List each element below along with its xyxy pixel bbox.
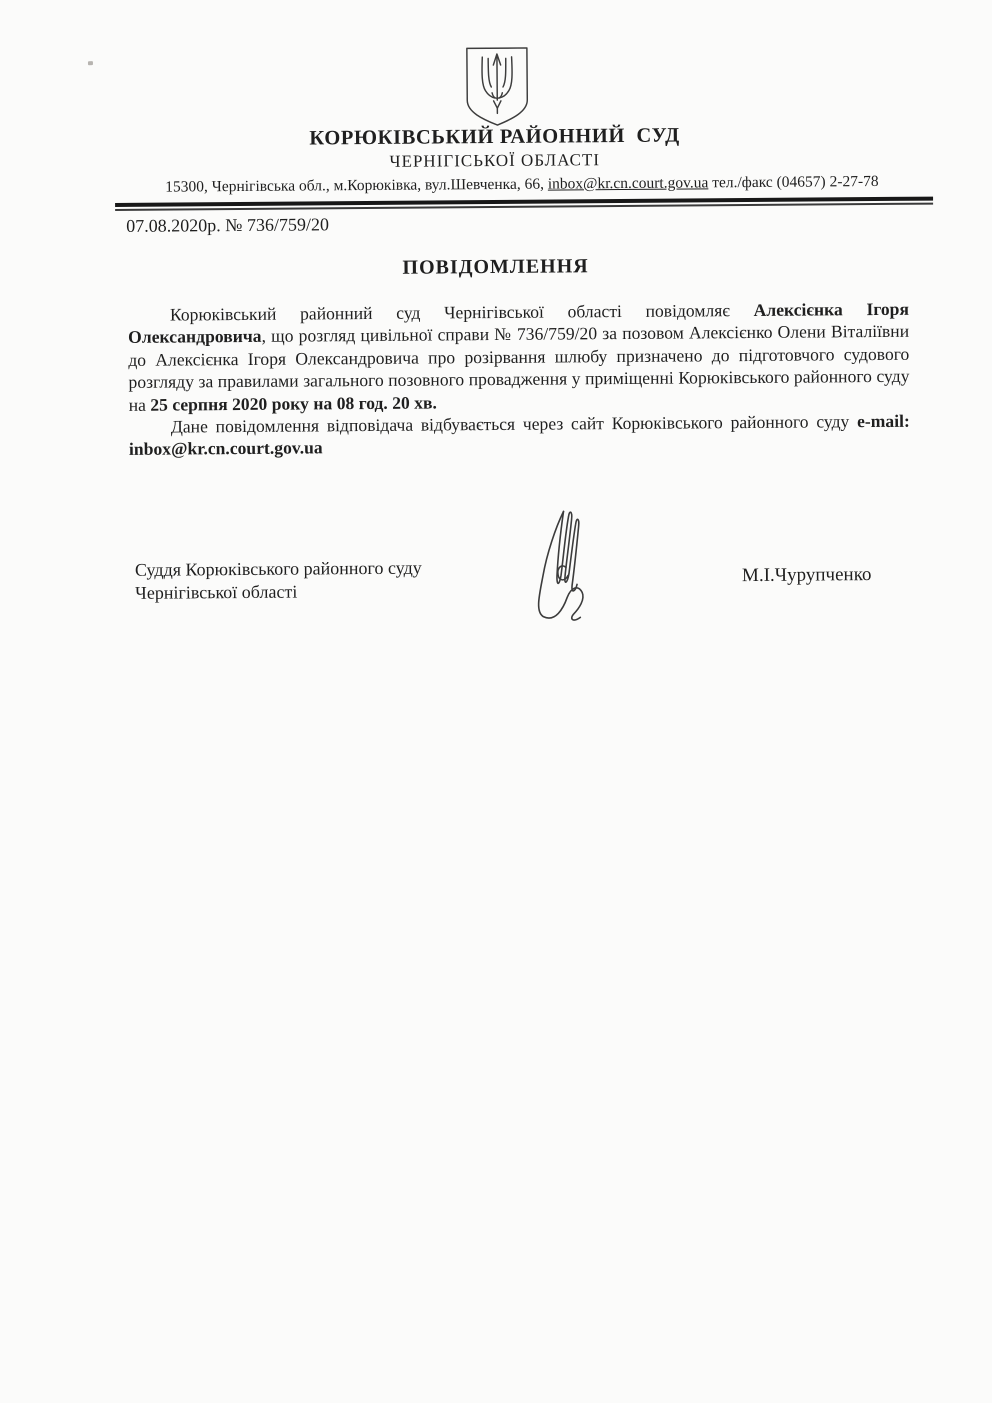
handwritten-signature-icon: [511, 503, 592, 626]
court-region-subheading: ЧЕРНІГІСЬКОЇ ОБЛАСТІ: [389, 150, 601, 171]
judge-role-line-2: Чернігівської області: [135, 581, 298, 603]
defendant-name-bold: Алексієнка Ігоря Олександровича: [128, 298, 910, 348]
court-name-heading: КОРЮКІВСЬКИЙ РАЙОННИЙ СУД: [309, 124, 680, 150]
p1-text-2: , що розгляд цивільної справи № 736/759/20 за позовом Алексієнко Олени Віталіївни до Алексієнка Ігоря Олександровича про розірвання шлюбу призначено до підготовчого судового розгляду за правилами загального позовного провадження у приміщенні Корюківського районного суду на: [128, 321, 910, 415]
notification-paragraph-2: [129, 410, 910, 461]
notification-body: [128, 298, 910, 461]
address-phone-fax: тел./факс (04657) 2-27-78: [708, 172, 879, 192]
court-email-underlined: inbox@kr.cn.court.gov.ua: [547, 174, 709, 193]
document-title: ПОВІДОМЛЕННЯ: [402, 255, 589, 279]
judge-role-line-1: Суддя Корюківського районного суду: [134, 557, 422, 580]
reference-date-number: 07.08.2020р. № 736/759/20: [126, 214, 330, 236]
notification-paragraph-1: [128, 298, 910, 416]
judge-role-block: [135, 557, 422, 605]
hearing-datetime-bold: 25 серпня 2020 року на 08 год. 20 хв.: [150, 392, 437, 415]
p2-text-1: Дане повідомлення відповідача відбувається через сайт Корюківського районного суду: [170, 411, 858, 437]
scan-speck-artifact: [88, 61, 93, 65]
letterhead-divider: [115, 197, 933, 211]
judge-name: М.І.Чурупченко: [741, 564, 872, 587]
ukraine-trident-emblem-icon: [453, 46, 542, 129]
court-email-bold: e-mail: inbox@kr.cn.court.gov.ua: [128, 410, 910, 460]
p1-text-1: Корюківський районний суд Чернігівської області повідомляє: [169, 299, 754, 325]
address-text: 15300, Чернігівська обл., м.Корюківка, вул.Шевченка, 66,: [165, 175, 548, 196]
court-address-line: [111, 173, 933, 197]
